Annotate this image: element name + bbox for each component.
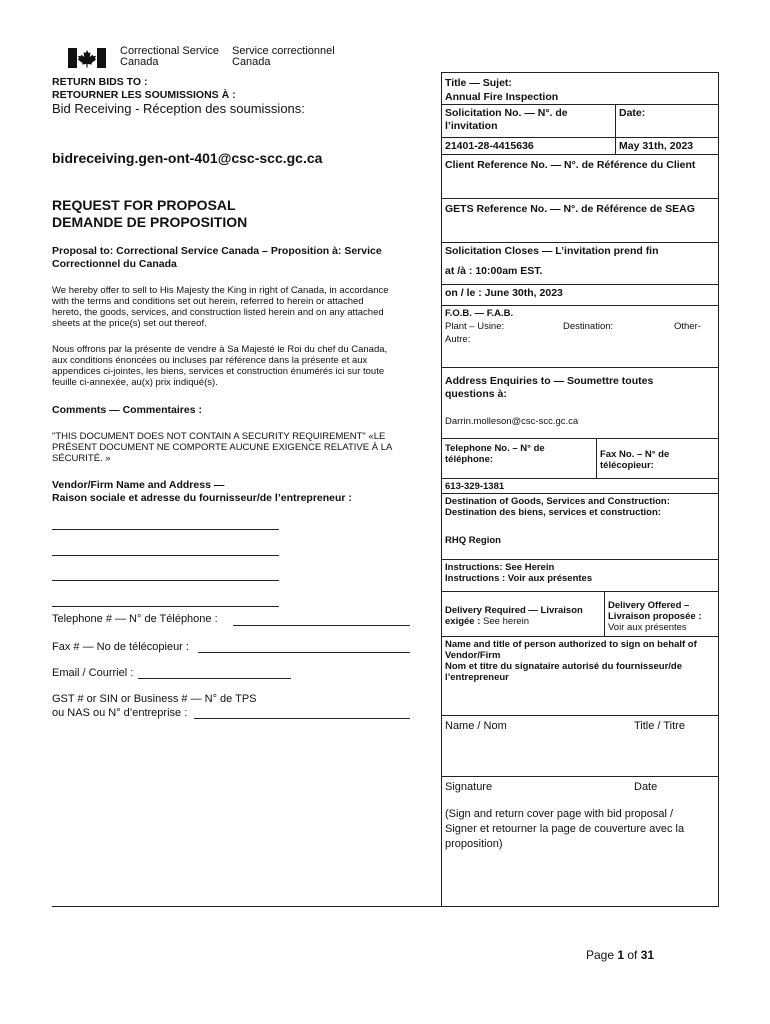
vendor-label xyxy=(52,479,352,505)
gst-field[interactable] xyxy=(194,718,410,719)
vendor-line-field-2[interactable] xyxy=(52,555,279,556)
authorized-line1: Name and title of person authorized to sign on behalf of xyxy=(445,639,697,650)
offer-en xyxy=(52,285,424,329)
logo-text-fr xyxy=(232,46,335,68)
solicitation-no-value: 21401-28-4415636 xyxy=(445,140,534,152)
divider xyxy=(441,198,719,199)
offer-en-line1: We hereby offer to sell to His Majesty the King in right of Canada, in accordance xyxy=(52,285,389,296)
autre-label: Autre: xyxy=(445,334,471,345)
destination-value: RHQ Region xyxy=(445,535,501,546)
delivery-offered-line2: Livraison proposée : xyxy=(608,611,702,622)
title-value: Annual Fire Inspection xyxy=(445,91,559,103)
sign-instructions xyxy=(445,807,684,852)
security-line3: SÉCURITÉ. » xyxy=(52,453,111,464)
offer-en-line4: sheets at the price(s) set out thereof. xyxy=(52,318,207,329)
vendor-line-field-1[interactable] xyxy=(52,529,279,530)
offer-fr xyxy=(52,344,424,388)
date-label: Date: xyxy=(619,107,646,119)
solicitation-no-line2: l’invitation xyxy=(445,120,498,132)
sign-instructions-line2: Signer et retourner la page de couverture avec la xyxy=(445,823,685,835)
security-line2: PRÉSENT DOCUMENT NE COMPORTE AUCUNE EXIGENCE RELATIVE À LA xyxy=(52,442,393,453)
instructions xyxy=(445,562,592,584)
title-label: Title — Sujet: xyxy=(445,77,512,89)
delivery-required-line1: Delivery Required — Livraison xyxy=(445,605,583,616)
solicitation-no-label xyxy=(445,107,568,133)
bid-email: bidreceiving.gen-ont-401@csc-scc.gc.ca xyxy=(52,150,323,166)
fax-label: Fax # — No de télécopieur : xyxy=(52,641,189,653)
destination-label: Destination: xyxy=(563,321,614,332)
page-number xyxy=(586,948,654,962)
offer-fr-line2: aux conditions énoncées ou incluses par référence dans la présente et aux xyxy=(52,355,368,366)
authorized-line3: Nom et titre du signataire autorisé du fournisseur/de xyxy=(445,661,683,672)
canada-flag-logo xyxy=(68,48,106,68)
divider xyxy=(441,154,719,155)
divider xyxy=(615,104,616,154)
divider xyxy=(441,776,719,777)
offer-fr-line3: appendices ci-jointes, les biens, services et construction énumérés ici sur toute xyxy=(52,366,385,377)
logo-en-line2: Canada xyxy=(120,56,159,68)
authorized-line2: Vendor/Firm xyxy=(445,650,501,661)
logo-fr-line2: Canada xyxy=(232,56,271,68)
divider xyxy=(441,559,719,560)
closes-time: at /à : 10:00am EST. xyxy=(445,265,543,277)
divider xyxy=(441,72,719,73)
destination-goods-line1: Destination of Goods, Services and Construction: xyxy=(445,496,670,507)
solicitation-no-line1: Solicitation No. — N°. de xyxy=(445,107,568,119)
authorized-person-label xyxy=(445,639,697,683)
fax-no-label xyxy=(600,449,669,471)
delivery-offered-line1: Delivery Offered – xyxy=(608,600,690,611)
divider xyxy=(441,137,719,138)
page-of: of xyxy=(624,948,641,962)
delivery-required-exigee: exigée : xyxy=(445,616,481,627)
divider xyxy=(441,104,719,105)
bid-receiving: Bid Receiving - Réception des soumissions: xyxy=(52,101,305,116)
return-bids xyxy=(52,76,236,102)
enquiries-email[interactable]: Darrin.molleson@csc-scc.gc.ca xyxy=(445,416,579,427)
return-bids-fr: RETOURNER LES SOUMISSIONS À : xyxy=(52,89,236,101)
page-total: 31 xyxy=(640,948,655,962)
bottom-rule xyxy=(52,906,719,907)
divider xyxy=(604,591,605,636)
destination-goods-line2: Destination des biens, services et construction: xyxy=(445,507,661,518)
divider xyxy=(441,636,719,637)
delivery-required xyxy=(445,605,583,627)
divider xyxy=(441,367,719,368)
vendor-line-field-4[interactable] xyxy=(52,606,279,607)
proposal-to-line1: Proposal to: Correctional Service Canada – Proposition à: Service xyxy=(52,245,382,257)
closes-date: on / le : June 30th, 2023 xyxy=(445,287,563,299)
email-label: Email / Courriel : xyxy=(52,667,134,679)
logo-fr-line1: Service correctionnel xyxy=(232,45,335,57)
divider xyxy=(441,478,719,479)
telephone-field[interactable] xyxy=(233,625,410,626)
rfp-en: REQUEST FOR PROPOSAL xyxy=(52,197,236,213)
enquiries-label xyxy=(445,375,653,401)
offer-fr-line4: feuille ci-annexée, au(x) prix indiqué(s). xyxy=(52,377,218,388)
vendor-line-field-3[interactable] xyxy=(52,580,279,581)
vendor-line2: Raison sociale et adresse du fournisseur/de l’entrepreneur : xyxy=(52,492,352,504)
divider xyxy=(596,438,597,478)
fax-no-line1: Fax No. – N° de xyxy=(600,449,670,460)
vendor-line1: Vendor/Firm Name and Address — xyxy=(52,479,225,491)
telephone-label: Telephone # — N° de Téléphone : xyxy=(52,613,218,625)
divider xyxy=(441,715,719,716)
authorized-line4: l’entrepreneur xyxy=(445,672,509,683)
enquiries-line2: questions à: xyxy=(445,388,507,400)
security-statement xyxy=(52,431,424,464)
gst-line1: GST # or SIN or Business # — N° de TPS xyxy=(52,693,257,705)
divider xyxy=(441,493,719,494)
rfp-fr: DEMANDE DE PROPOSITION xyxy=(52,214,248,230)
telephone-no-label xyxy=(445,443,545,465)
telephone-no-value: 613-329-1381 xyxy=(445,481,505,492)
delivery-offered xyxy=(608,600,701,633)
proposal-to xyxy=(52,245,382,271)
email-field[interactable] xyxy=(138,678,291,679)
security-line1: "THIS DOCUMENT DOES NOT CONTAIN A SECURITY REQUIREMENT" «LE xyxy=(52,431,386,442)
telephone-no-line1: Telephone No. – N° de xyxy=(445,443,545,454)
plant-label: Plant – Usine: xyxy=(445,321,505,332)
logo-text-en xyxy=(120,46,219,68)
date-value: May 31th, 2023 xyxy=(619,140,694,152)
name-label: Name / Nom xyxy=(445,720,507,732)
divider xyxy=(441,438,719,439)
signature-date-label: Date xyxy=(634,781,658,793)
gst-label xyxy=(52,692,257,720)
logo-en-line1: Correctional Service xyxy=(120,45,220,57)
instructions-line2: Instructions : Voir aux présentes xyxy=(445,573,593,584)
client-ref-label: Client Reference No. — N°. de Référence du Client xyxy=(445,159,696,171)
destination-goods-label xyxy=(445,496,670,518)
offer-fr-line1: Nous offrons par la présente de vendre à Sa Majesté le Roi du chef du Canada, xyxy=(52,344,388,355)
enquiries-line1: Address Enquiries to — Soumettre toutes xyxy=(445,375,654,387)
divider xyxy=(441,305,719,306)
comments-label: Comments — Commentaires : xyxy=(52,404,202,416)
instructions-line1: Instructions: See Herein xyxy=(445,562,555,573)
page-current: 1 xyxy=(617,948,625,962)
offer-en-line3: hereto, the goods, services, and construction listed herein and on any attached xyxy=(52,307,384,318)
sign-instructions-line3: proposition) xyxy=(445,838,503,850)
offer-en-line2: with the terms and conditions set out herein, referred to herein or attached xyxy=(52,296,364,307)
divider xyxy=(441,284,719,285)
fax-field[interactable] xyxy=(198,652,410,653)
proposal-to-line2: Correctionnel du Canada xyxy=(52,258,177,270)
gets-ref-label: GETS Reference No. — N°. de Référence de SEAG xyxy=(445,203,695,215)
return-bids-en: RETURN BIDS TO : xyxy=(52,76,148,88)
delivery-required-value: See herein xyxy=(483,616,529,627)
gst-line2: ou NAS ou N° d’entreprise : xyxy=(52,707,188,719)
signature-label: Signature xyxy=(445,781,493,793)
closes-label: Solicitation Closes — L’invitation prend fin xyxy=(445,245,659,257)
page-title xyxy=(52,197,247,231)
delivery-offered-value: Voir aux présentes xyxy=(608,622,687,633)
divider xyxy=(441,591,719,592)
title-titre-label: Title / Titre xyxy=(634,720,685,732)
divider xyxy=(441,242,719,243)
fob-label: F.O.B. — F.A.B. xyxy=(445,308,514,319)
telephone-no-line2: téléphone: xyxy=(445,454,494,465)
other-label: Other- xyxy=(674,321,701,332)
fax-no-line2: télécopieur: xyxy=(600,460,654,471)
sign-instructions-line1: (Sign and return cover page with bid proposal / xyxy=(445,808,674,820)
page-prefix: Page xyxy=(586,948,618,962)
